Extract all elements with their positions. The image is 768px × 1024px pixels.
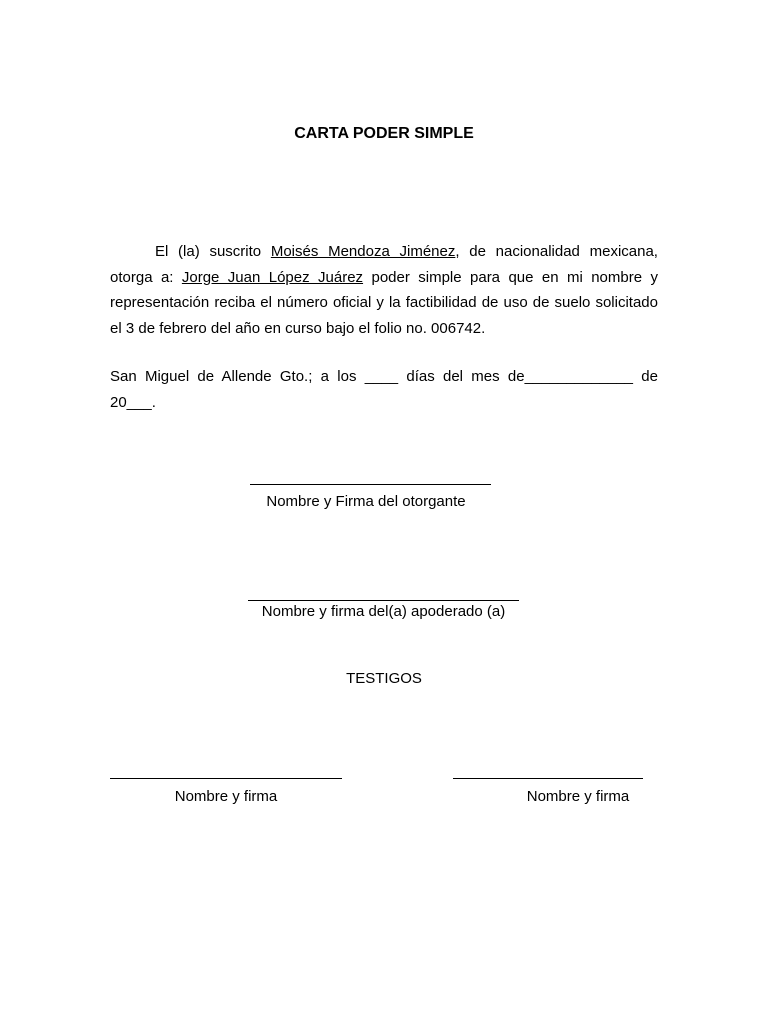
paragraph-text-2: , de nacionalidad mexicana, otorga a: [110, 243, 658, 286]
document-title: CARTA PODER SIMPLE [294, 125, 474, 142]
attorney-name: Jorge Juan López Juárez [181, 268, 364, 286]
witness2-signature-line [453, 778, 643, 779]
witness2-signature-caption: Nombre y firma [526, 788, 630, 805]
attorney-signature-line [248, 600, 519, 601]
witnesses-heading: TESTIGOS [346, 670, 422, 687]
paragraph-text-1: El (la) suscrito [155, 243, 271, 260]
grantor-signature-line [250, 484, 491, 485]
witness1-signature-line [110, 778, 342, 779]
witness1-signature-caption: Nombre y firma [174, 788, 278, 805]
attorney-signature-caption: Nombre y firma del(a) apoderado (a) [261, 603, 506, 620]
grantor-signature-caption: Nombre y Firma del otorgante [266, 493, 466, 510]
paragraph-text-3: poder simple para que en mi nombre y representación reciba el número oficial y la factibilidad de uso de suelo solicitado el 3 de febrero del año en curso bajo el folio no. 006742. [110, 268, 658, 337]
place-date-paragraph: San Miguel de Allende Gto.; a los ____ días del mes de_____________ de 20___. [110, 368, 658, 411]
grant-paragraph [110, 239, 658, 341]
grantor-name: Moisés Mendoza Jiménez [270, 243, 456, 260]
